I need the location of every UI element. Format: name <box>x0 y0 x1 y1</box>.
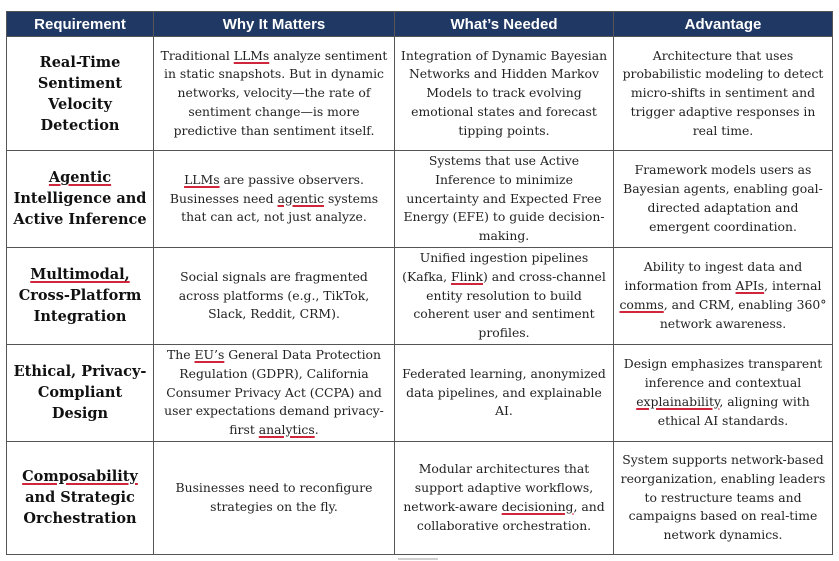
requirements-table <box>6 11 833 555</box>
advantage-cell: System supports network-based reorganization, enabling leaders to restructure teams and campaigns based on real-time network dynamics. <box>614 441 833 554</box>
whats-needed-cell: Unified ingestion pipelines (Kafka, Flink) and cross-channel entity resolution to build coherent user and sentiment profiles. <box>395 247 614 344</box>
why-it-matters-cell: The EU’s General Data Protection Regulation (GDPR), California Consumer Privacy Act (CCPA) and user expectations demand privacy-first analytics. <box>154 344 395 441</box>
header-advantage: Advantage <box>614 12 833 37</box>
header-whats-needed: What’s Needed <box>395 12 614 37</box>
table-row <box>7 247 833 344</box>
whats-needed-cell: Federated learning, anonymized data pipelines, and explainable AI. <box>395 344 614 441</box>
requirement-cell: Agentic Intelligence and Active Inference <box>7 151 154 248</box>
requirement-cell: Multimodal, Cross-Platform Integration <box>7 247 154 344</box>
whats-needed-cell: Systems that use Active Inference to minimize uncertainty and Expected Free Energy (EFE) to guide decision-making. <box>395 151 614 248</box>
advantage-cell: Ability to ingest data and information from APIs, internal comms, and CRM, enabling 360° network awareness. <box>614 247 833 344</box>
table-row <box>7 37 833 151</box>
requirement-cell: Ethical, Privacy-Compliant Design <box>7 344 154 441</box>
whats-needed-cell: Integration of Dynamic Bayesian Networks and Hidden Markov Models to track evolving emotional states and forecast tipping points. <box>395 37 614 151</box>
advantage-cell: Framework models users as Bayesian agents, enabling goal-directed adaptation and emergent coordination. <box>614 151 833 248</box>
why-it-matters-cell: Businesses need to reconfigure strategies on the fly. <box>154 441 395 554</box>
header-requirement: Requirement <box>7 12 154 37</box>
table-header-row <box>7 12 833 37</box>
requirement-cell: Real-Time Sentiment Velocity Detection <box>7 37 154 151</box>
why-it-matters-cell: LLMs are passive observers. Businesses need agentic systems that can act, not just analyze. <box>154 151 395 248</box>
requirement-cell: Composability and Strategic Orchestration <box>7 441 154 554</box>
table-row <box>7 151 833 248</box>
why-it-matters-cell: Social signals are fragmented across platforms (e.g., TikTok, Slack, Reddit, CRM). <box>154 247 395 344</box>
page-scroll-indicator <box>398 558 438 560</box>
advantage-cell: Architecture that uses probabilistic modeling to detect micro-shifts in sentiment and trigger adaptive responses in real time. <box>614 37 833 151</box>
whats-needed-cell: Modular architectures that support adaptive workflows, network-aware decisioning, and collaborative orchestration. <box>395 441 614 554</box>
table-row <box>7 344 833 441</box>
advantage-cell: Design emphasizes transparent inference and contextual explainability, aligning with ethical AI standards. <box>614 344 833 441</box>
header-why-it-matters: Why It Matters <box>154 12 395 37</box>
table-row <box>7 441 833 554</box>
why-it-matters-cell: Traditional LLMs analyze sentiment in static snapshots. But in dynamic networks, velocity—the rate of sentiment change—is more predictive than sentiment itself. <box>154 37 395 151</box>
